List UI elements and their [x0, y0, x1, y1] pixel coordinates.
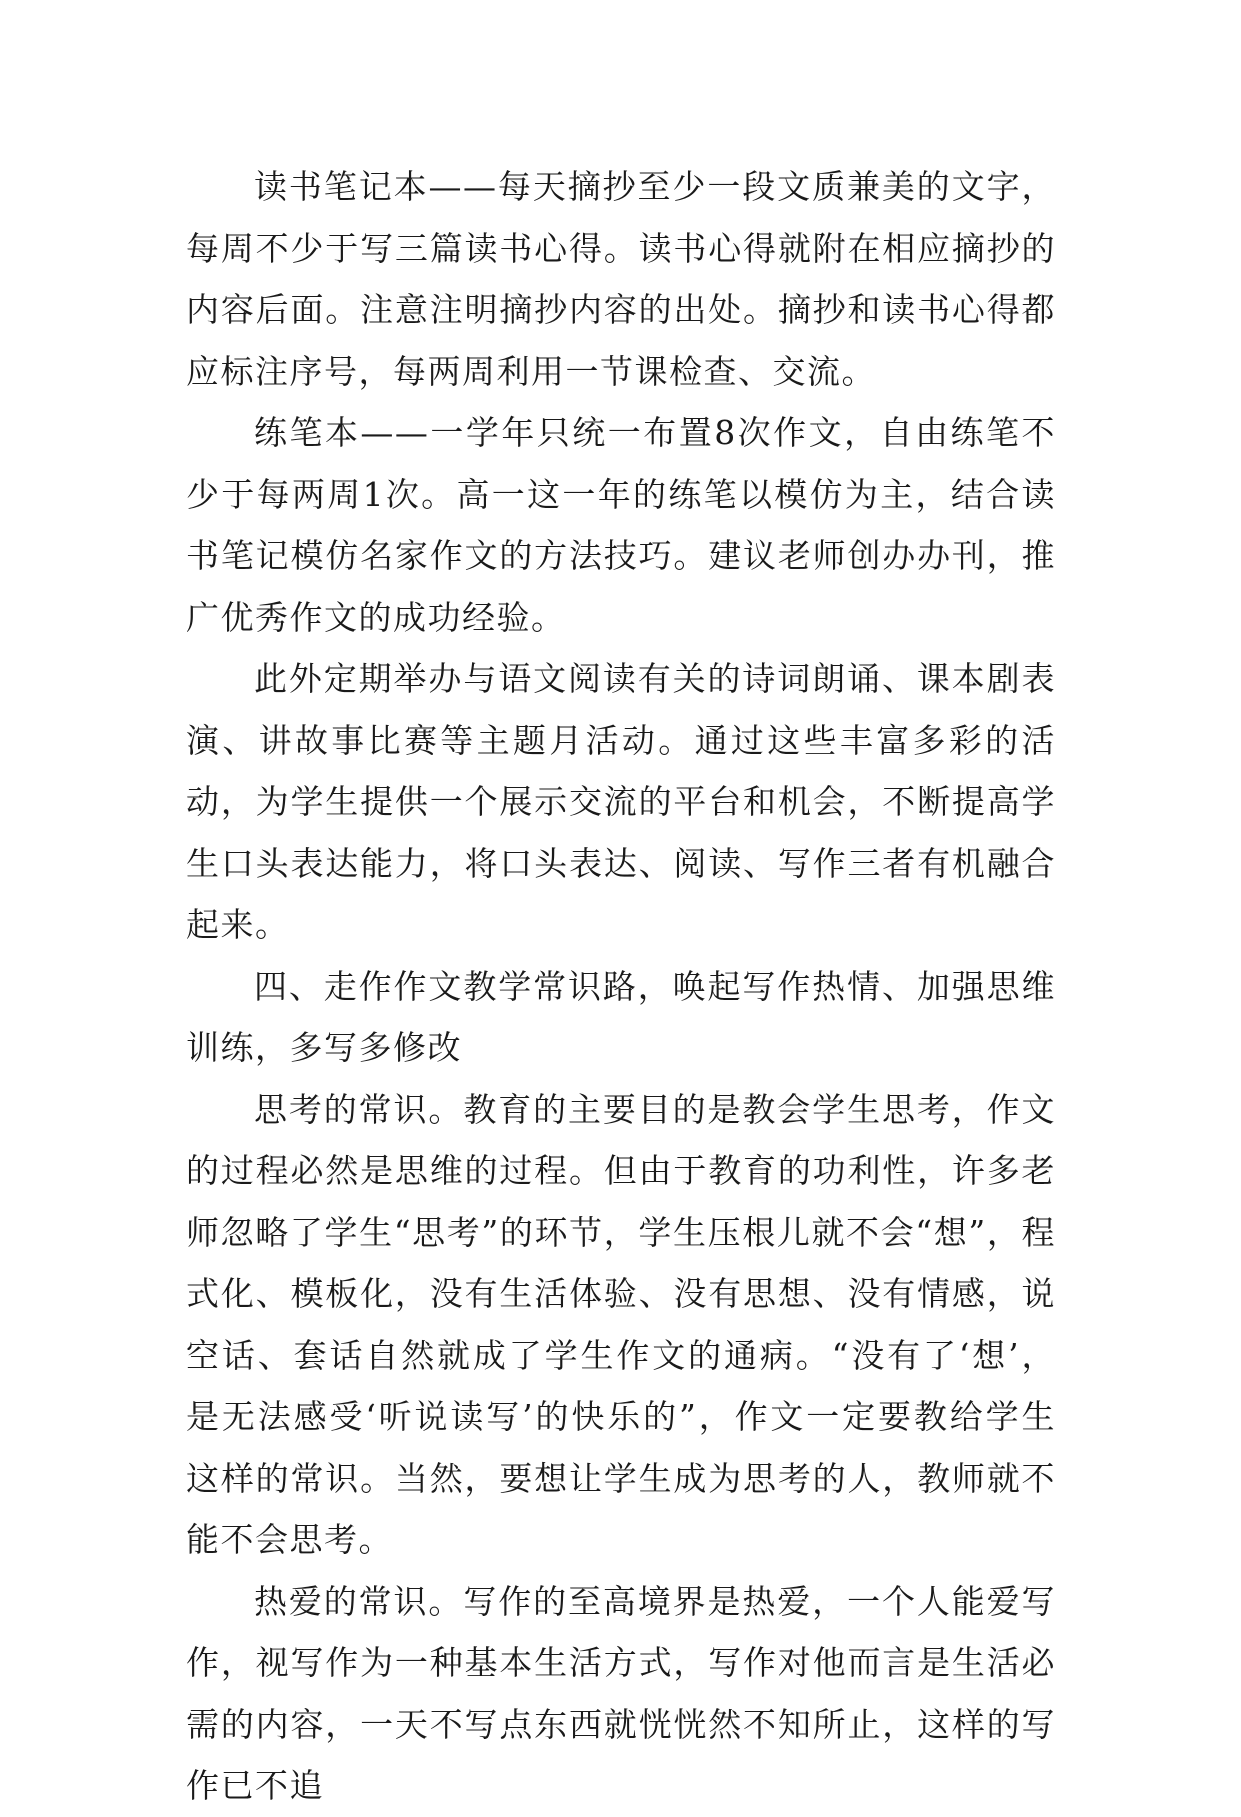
paragraph-thinking: 思考的常识。教育的主要目的是教会学生思考，作文的过程必然是思维的过程。但由于教育的功利性，许多老师忽略了学生“思考”的环节，学生压根儿就不会“想”，程式化、模板化，没有生活体验、没有思想、没有情感，说空话、套话自然就成了学生作文的通病。“没有了‘想’，是无法感受‘听说读写’的快乐的”，作文一定要教给学生这样的常识。当然，要想让学生成为思考的人，教师就不能不会思考。 — [186, 1089, 1056, 1559]
section-heading: 四、走作作文教学常识路，唤起写作热情、加强思维训练，多写多修改 — [186, 966, 1056, 1067]
document-body — [186, 156, 1056, 1817]
paragraph-reading-notes: 读书笔记本——每天摘抄至少一段文质兼美的文字，每周不少于写三篇读书心得。读书心得就附在相应摘抄的内容后面。注意注明摘抄内容的出处。摘抄和读书心得都应标注序号，每两周利用一节课检查、交流。 — [186, 167, 1056, 391]
paragraph-activities: 此外定期举办与语文阅读有关的诗词朗诵、课本剧表演、讲故事比赛等主题月活动。通过这些丰富多彩的活动，为学生提供一个展示交流的平台和机会，不断提高学生口头表达能力，将口头表达、阅读、写作三者有机融合起来。 — [186, 659, 1056, 944]
paragraph-writing-practice: 练笔本——一学年只统一布置8次作文，自由练笔不少于每两周1次。高一这一年的练笔以模仿为主，结合读书笔记模仿名家作文的方法技巧。建议老师创办办刊，推广优秀作文的成功经验。 — [186, 413, 1056, 637]
paragraph-passion: 热爱的常识。写作的至高境界是热爱，一个人能爱写作，视写作为一种基本生活方式，写作对他而言是生活必需的内容，一天不写点东西就恍恍然不知所止，这样的写作已不追 — [186, 1581, 1056, 1805]
